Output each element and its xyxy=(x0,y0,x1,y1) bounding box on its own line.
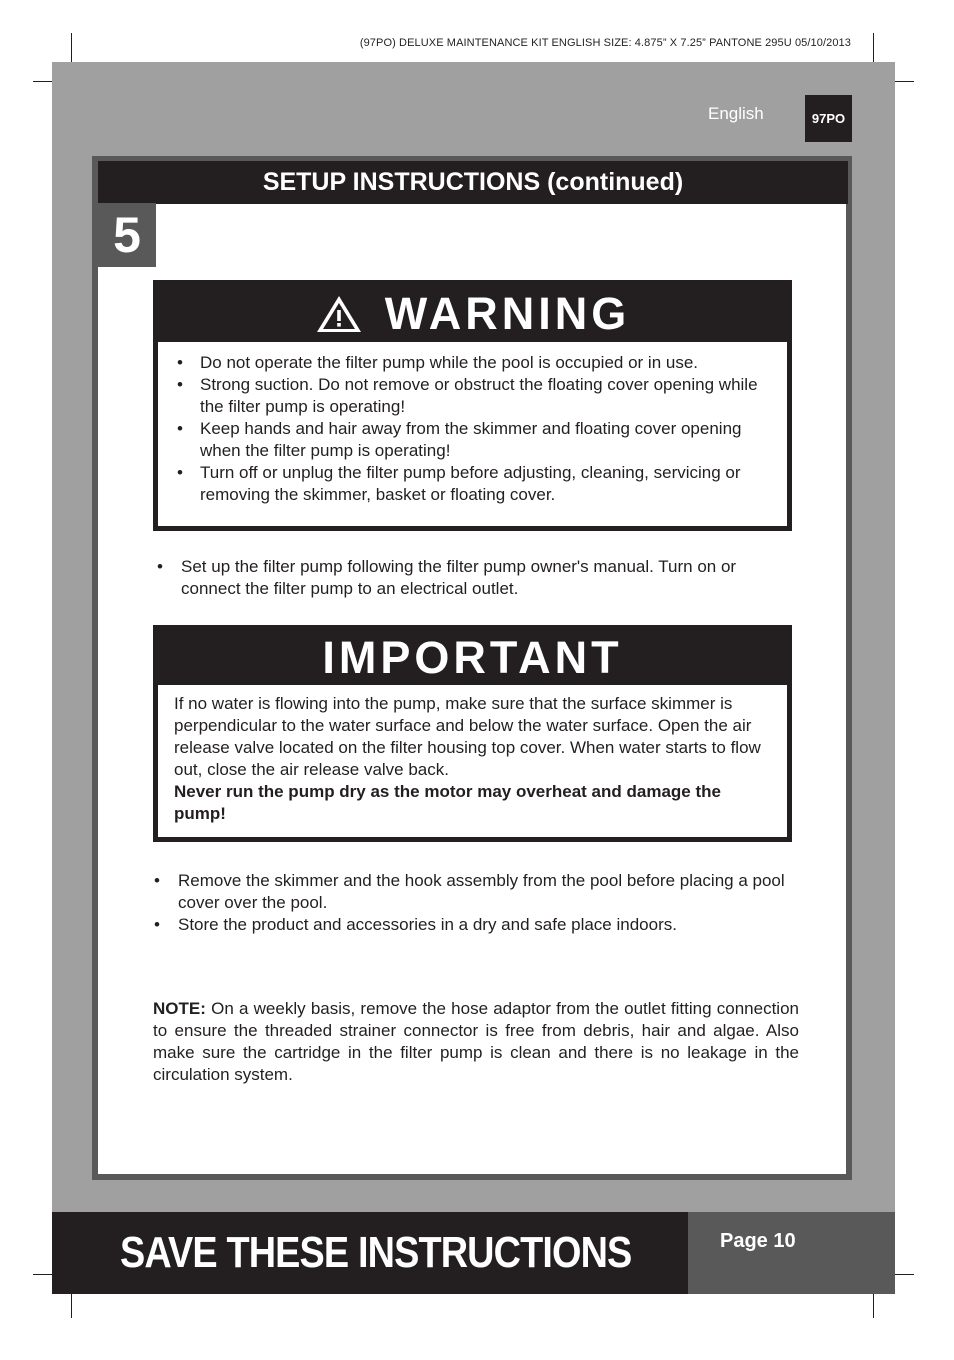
note-paragraph xyxy=(153,998,799,1086)
warning-box xyxy=(153,280,792,531)
step-number-box xyxy=(98,203,156,267)
note-label: NOTE: xyxy=(153,999,206,1018)
warning-header xyxy=(158,285,787,342)
warning-triangle-icon xyxy=(315,294,363,334)
important-header xyxy=(158,630,787,685)
important-bold-text: Never run the pump dry as the motor may overheat and damage the pump! xyxy=(174,782,721,823)
model-code: 97PO xyxy=(811,111,846,126)
footer-title: SAVE THESE INSTRUCTIONS xyxy=(120,1228,632,1277)
page-number: Page 10 xyxy=(720,1230,796,1252)
important-heading: IMPORTANT xyxy=(322,631,623,683)
note-text: On a weekly basis, remove the hose adaptor from the outlet fitting connection to ensure the threaded strainer connector is free from debris, hair and algae. Also make sure the cartridge in the filter pump is clean and there is no leakage in the circulation system. xyxy=(153,999,799,1084)
page-number-box xyxy=(688,1212,895,1294)
step-number: 5 xyxy=(113,207,141,263)
print-info: (97PO) DELUXE MAINTENANCE KIT ENGLISH SIZE: 4.875” X 7.25” PANTONE 295U 05/10/2013 xyxy=(359,37,851,49)
crop-mark xyxy=(71,33,72,62)
setup-list xyxy=(153,556,793,600)
footer-banner xyxy=(52,1212,688,1294)
language-label: English xyxy=(708,104,764,123)
section-title-bar xyxy=(98,161,848,204)
list-item: • Keep hands and hair away from the skimmer and floating cover opening when the filter pump is operating! xyxy=(174,418,769,462)
warning-heading: WARNING xyxy=(384,287,631,339)
important-box xyxy=(153,625,792,842)
storage-list xyxy=(150,870,790,936)
list-item: • Turn off or unplug the filter pump before adjusting, cleaning, servicing or removing the skimmer, basket or floating cover. xyxy=(174,462,769,506)
list-item: • Remove the skimmer and the hook assembly from the pool before placing a pool cover over the pool. xyxy=(150,870,790,914)
list-item: • Do not operate the filter pump while the pool is occupied or in use. xyxy=(174,352,769,374)
list-item: • Store the product and accessories in a dry and safe place indoors. xyxy=(150,914,790,936)
warning-list xyxy=(158,342,787,506)
section-title: SETUP INSTRUCTIONS (continued) xyxy=(262,168,684,196)
important-text: If no water is flowing into the pump, make sure that the surface skimmer is perpendicular to the water surface and below the water surface. Open the air release valve located on the filter housing top cover. When water starts to flow out, close the air release valve back. xyxy=(174,694,761,779)
model-code-badge xyxy=(805,95,852,142)
important-body xyxy=(158,685,787,825)
list-item: • Strong suction. Do not remove or obstruct the floating cover opening while the filter pump is operating! xyxy=(174,374,769,418)
list-item: • Set up the filter pump following the filter pump owner's manual. Turn on or connect the filter pump to an electrical outlet. xyxy=(153,556,793,600)
crop-mark xyxy=(873,1294,874,1318)
crop-mark xyxy=(873,33,874,62)
crop-mark xyxy=(71,1294,72,1318)
